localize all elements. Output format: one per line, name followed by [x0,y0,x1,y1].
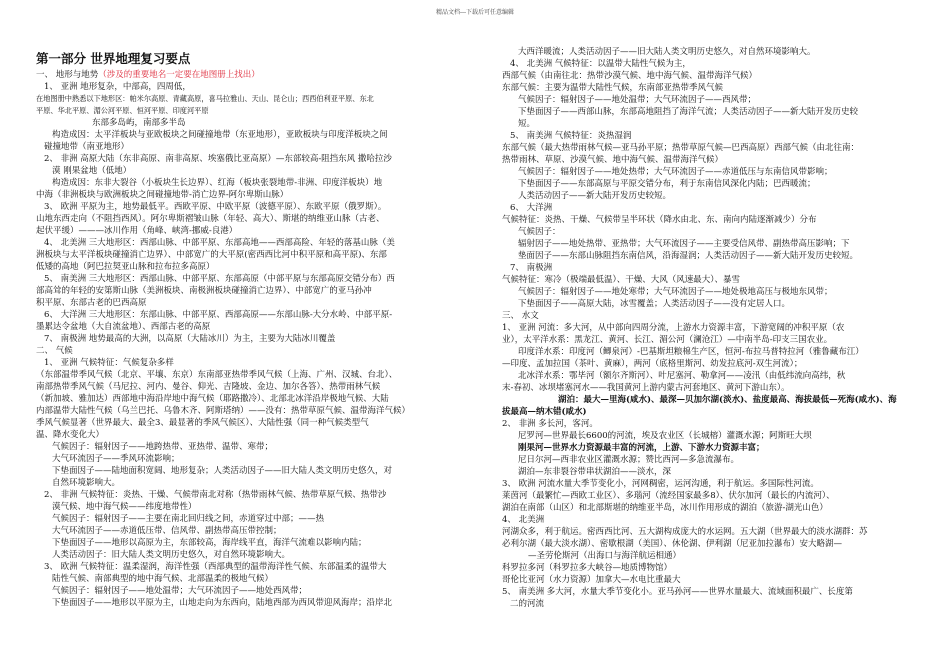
line-text: 洲板块与太平洋板块碰撞消亡边界）、中部宽广的大平原(密西西比河中积平原和高平原)、东部 [36,250,387,260]
line-text: 河湖众多，利于航运。密西西比河、五大湖构成庞大的水运网。五大湖（世界最大的淡水湖群：苏 [502,527,868,537]
left-text-line [36,585,468,597]
left-text-line [36,345,468,357]
line-text: 4、 北美洲 气候特征：以温带大陆性气候为主， [510,59,691,69]
left-text-line [36,501,468,513]
right-text-line [502,442,912,454]
left-text-line [36,81,468,93]
left-text-line [36,513,468,525]
line-text: 3、 欧洲 气候特征：温柔湿润，海洋性强（西部典型的温带海洋性气候、东部温柔的温带大 [44,562,387,572]
line-text: 湖泊在南部（山区）和北部斯堪的纳维亚半岛，冰川作用形成的湖泊（旅游-湖光山色） [502,503,828,513]
line-text: 末-春初、冰坝堵塞河水——我国黄河上游内蒙古河套地区、黄河下游山东）。 [502,383,790,393]
left-text-line [36,51,468,67]
right-text-line [502,226,912,238]
line-text: 东部气候：主要为温带大陆性气候，东南部亚热带季风气候 [502,83,724,93]
right-text-line [502,406,912,418]
left-text-line [36,357,468,369]
line-text: 西部气候（由南往北：热带沙漠气候、地中海气候、温带海洋气候） [502,71,758,81]
right-text-line [502,310,912,322]
right-text-line [502,334,912,346]
line-text: 拔最高—纳木错(咸水) [502,407,587,417]
line-text: 气候因子：辐射因子——地跨热带、亚热带、温带、寒带； [52,442,274,452]
line-text: 莱茵河（最繁忙—西欧工业区）、多瑙河（流经国家最多8）、伏尔加河（最长的内流河）、 [502,491,835,501]
line-text: 漠 刚果盆地（低地） [52,166,132,176]
line-text: 4、 北美洲 [502,515,545,525]
left-text-line [36,297,468,309]
right-text-line [502,418,912,430]
line-text: 5、 南美洲 气候特征：炎热湿润 [510,131,632,141]
line-text: 平原、华北平原、湄公河平原、恒河平原、印度河平原 [36,106,209,115]
line-text: 5、 南美洲 三大地形区：西部山脉、中部平原、东部高原（中部平原与东部高原交错分布）西 [44,274,395,284]
right-text-line [502,178,912,190]
right-text-line [502,298,912,310]
left-text-line [36,129,468,141]
line-text: 1、 亚洲 地形复杂，中部高，四周低， [44,82,191,92]
right-text-line [502,466,912,478]
right-text-line [502,82,912,94]
line-text: 必利尔湖（最大淡水湖）、密歇根湖（美国）、休伦湖、伊利湖（尼亚加拉瀑布）安大略湖— [502,539,843,549]
right-text-line [502,322,912,334]
left-text-line [36,237,468,249]
line-text: 气候因子：辐射因子——主要在南北回归线之间，赤道穿过中部；——热 [52,514,325,524]
left-text-line [36,477,468,489]
line-text: （新加坡、雅加达）西部地中海沿岸地中海气候（耶路撒冷）、北部北冰洋沿岸极地气候、大陆 [36,394,389,404]
line-text: 低矮的高地（阿巴拉契亚山脉和拉布拉多高原） [36,262,215,272]
left-text-line [36,465,468,477]
left-text-line [36,321,468,333]
line-text: 下垫面因子——陆地面积宽阔、地形复杂；人类活动因子——旧大陆人类文明历史悠久，对 [52,466,393,476]
right-text-line [502,130,912,142]
left-text-line [36,549,468,561]
line-text: 一、 地形与地势 [36,70,99,80]
line-text: 5、 南美洲 多大河，水量大季节变化小。亚马孙河——世界水量最大、流域面积最广、长度第 [502,587,853,597]
line-text: 二、 气候 [36,346,73,356]
right-text-line [502,274,912,286]
line-text: 短。 [518,119,536,129]
line-text: 构造成因：太平洋板块与亚欧板块之间碰撞地带（东亚地形），亚欧板块与印度洋板块之间 [52,130,388,140]
line-text: 尼罗河—世界最长6600的河流，埃及农业区（长城榕）灌溉水源；阿斯旺大坝 [518,431,812,441]
line-text: 下垫面因子——地形以高原为主，东部较高，海岸线平直，海洋气流难以影响内陆； [52,538,367,548]
line-text: 气候特征：寒冷（极端最低温）、干燥、大风（风速最大）、暴雪 [502,275,741,285]
line-text: 二的河流 [510,599,545,609]
line-text: 南部热带季风气候（马尼拉、河内、曼谷、仰光、吉隆坡、金边、加尔各答）、热带雨林气候 [36,382,381,392]
right-text-line [502,214,912,226]
line-text: 起伏平缓）———冰川作用（角峰、峡湾-挪威-良港） [36,226,238,236]
line-text: 大气环流因子——季风环流影响； [52,454,180,464]
left-text-line [36,93,468,105]
left-text-line [36,369,468,381]
line-text: 2、 非洲 多长河，客河。 [502,419,598,429]
line-text: 尼日尔河—西非农业区灌溉水源；赞比西河—多急流瀑布。 [518,455,740,465]
line-text: 气候因子：辐射因子——地处温带；大气环流因子——西风带； [518,95,757,105]
line-text: 北冰洋水系：鄂毕河（额尔齐斯河）、叶尼塞河、勒拿河——凌汛（由低纬流向高纬，秋 [518,371,846,381]
right-text-line [502,502,912,514]
line-text: 辐射因子——地处热带、亚热带；大气环流因子——主要受信风带、副热带高压影响；下 [518,239,850,249]
left-text-line [36,69,468,81]
right-text-line [502,562,912,574]
right-text-line [502,250,912,262]
line-text: 3、 欧洲 平原为主，地势最低平。西欧平原、中欧平原（波德平原）、东欧平原（俄罗斯）。 [44,202,387,212]
right-text-line [502,478,912,490]
left-text-line [36,189,468,201]
line-text: 东部多岛屿，南部多半岛 [92,118,186,128]
left-text-line [36,225,468,237]
left-text-line [36,561,468,573]
right-text-line [502,94,912,106]
line-text: 部高耸的年轻的安第斯山脉（美洲板块、南极洲板块碰撞消亡边界）、中部宽广的亚马孙冲 [36,286,372,296]
line-text: 墨累达令盆地（大自流盆地）、西部古老的高原 [36,322,211,332]
left-text-line [36,309,468,321]
line-text: 陆性气候、南部典型的地中海气候、北部温柔的极地气候） [52,574,274,584]
right-text-line [502,598,912,610]
left-text-line [36,201,468,213]
left-text-line [36,453,468,465]
line-text: 人类活动因子——新大陆开发历史较短。 [518,191,672,201]
line-text: 科罗拉多河（科罗拉多大峡谷—地质博物馆） [502,563,673,573]
line-text: 3、 欧洲 河流水量大季节变化小，河网稠密，运河沟通，利于航运。多国际性河流。 [502,479,819,489]
line-text: 2、 非洲 高原大陆（东非高原、南非高原、埃塞俄比亚高原）—东部较高-阻挡东风 撒哈拉沙 [44,154,392,164]
line-text: 构造成因：东非大裂谷（小板块生长边界）、红海（板块张裂地带-非洲、印度洋板块）地 [52,178,383,188]
line-text: 温、降水变化大） [36,430,105,440]
left-text-line [36,153,468,165]
line-text: 东部气候（最大热带雨林气候—亚马孙平原；热带草原气候—巴西高原）西部气候（由北往南： [502,143,860,153]
line-text: 下垫面因子——西部山脉，东部高地阻挡了海洋气流；人类活动因子——新大陆开发历史较 [518,107,859,117]
left-text-line [36,333,468,345]
line-text: 气候特征：炎热、干燥、气候带呈半环状（降水由北、东、南向内陆逐渐减少）分布 [502,215,817,225]
line-text: 2、 非洲 气候特征：炎热、干燥、气候带南北对称（热带雨林气候、热带草原气候、热带沙 [44,490,387,500]
line-text: 下垫面因子——地形以平原为主，山地走向为东西向，陆地西部为西风带迎风海岸；沿岸北 [52,598,393,608]
line-text: 业），太平洋水系：黑龙江、黄河、长江、湄公河（澜沧江）—中南半岛-印支三国农业。 [502,335,833,345]
right-text-line [502,106,912,118]
right-text-line [502,262,912,274]
left-text-line [36,441,468,453]
line-text: 三、 水文 [502,311,539,321]
line-text: 内部温带大陆性气候（乌兰巴托、乌鲁木齐、阿斯塔纳）——没有：热带草原气候、温带海洋气候） [36,406,411,416]
right-text-line [502,202,912,214]
right-text-line [502,454,912,466]
right-text-line [502,358,912,370]
left-text-line [36,249,468,261]
line-text: 哥伦比亚河（水力资源）加拿大—水电比重最大 [502,575,681,585]
left-column [36,51,468,609]
right-text-line [502,586,912,598]
line-text: 大西洋暖流；人类活动因子——旧大陆人类文明历史悠久，对自然环境影响大。 [518,47,816,57]
line-text: 湖泊—东非裂谷带串状湖泊——淡水，深 [518,467,672,477]
right-text-line [502,142,912,154]
left-text-line [36,105,468,117]
left-text-line [36,537,468,549]
right-text-line [502,58,912,70]
line-text: 1、 亚洲 气候特征：气候复杂多样 [44,358,174,368]
line-text: 人类活动因子：旧大陆人类文明历史悠久，对自然环境影响大。 [52,550,291,560]
line-text: 漠气候、地中海气候——纬度地带性） [52,502,197,512]
left-text-line [36,525,468,537]
left-text-line [36,405,468,417]
left-text-line [36,165,468,177]
left-text-line [36,117,468,129]
right-text-line [502,370,912,382]
line-text: 季风气候显著（世界最大、最全3、最显著的季风气候区）、大陆性强（同一种气候类型气 [36,418,369,428]
line-text: 气候因子： [518,227,561,237]
line-text: —印度、孟加拉国（茶叶、黄麻），两河（底格里斯河、幼发拉底河-双生河流）； [502,359,803,369]
right-text-line [502,574,912,586]
right-text-line [502,70,912,82]
left-text-line [36,429,468,441]
left-text-line [36,177,468,189]
line-text: 气候因子：辐射因子——地处寒带；大气环流因子——地处极地高压与极地东风带； [518,287,833,297]
right-text-line [502,346,912,358]
right-column [502,46,912,610]
line-text: 在地图册中熟悉以下地形区：帕米尔高原、青藏高原，喜马拉雅山、天山、昆仑山；西西伯利亚平原、东北 [36,94,374,103]
line-text: 下垫面因子——高原大陆，冰雪覆盖；人类活动因子——没有定居人口。 [518,299,791,309]
line-text: 气候因子：辐射因子——地处热带；大气环流因子——赤道低压与东南信风带影响； [518,167,833,177]
right-text-line [502,154,912,166]
right-text-line [502,382,912,394]
left-text-line [36,393,468,405]
line-text: 1、 亚洲 河流：多大河，从中部向四周分流，上游水力资源丰富，下游宽阔的冲积平原（农 [502,323,845,333]
line-text: 7、 南极洲 [510,263,553,273]
line-text: 6、 大洋洲 三大地形区：东部山脉、中部平原、西部高原——东部山脉-大分水岭、中部平原- [44,310,393,320]
right-text-line [502,46,912,58]
left-text-line [36,417,468,429]
line-text: 7、 南极洲 地势最高的大洲，以高原（大陆冰川）为主，主要为大陆冰川覆盖 [44,334,336,344]
page-header: 精品文档---下载后可任意编辑 [435,9,515,16]
right-text-line [502,526,912,538]
right-text-line [502,490,912,502]
right-text-line [502,538,912,550]
right-text-line [502,118,912,130]
right-text-line [502,394,912,406]
line-text: 自然环境影响大。 [52,478,121,488]
left-text-line [36,597,468,609]
right-text-line [502,430,912,442]
line-text: 中海（非洲板块与欧洲板块之间碰撞地带-消亡边界-阿尔卑斯山脉） [36,190,289,200]
left-text-line [36,285,468,297]
line-text: （东部温带季风气候（北京、平壤、东京）东南部亚热带季风气候（上海、广州、汉城、台北）、 [36,370,398,380]
red-note: （涉及的重要地名一定要在地图册上找出） [98,70,260,80]
right-text-line [502,286,912,298]
left-text-line [36,489,468,501]
left-text-line [36,141,468,153]
right-text-line [502,238,912,250]
line-text: 湖泊：最大—里海(咸水)、最深—贝加尔湖(淡水)、盐度最高、海拔最低—死海(咸水)、海 [558,395,897,405]
right-text-line [502,550,912,562]
left-text-line [36,273,468,285]
left-text-line [36,381,468,393]
line-text: 垫面因子——东部山脉阻挡东南信风，沿海湿润；人类活动因子——新大陆开发历史较短。 [518,251,859,261]
line-text: 刚果河—世界水力资源最丰富的河流，上游、下游水力资源丰富； [518,443,765,453]
line-text: 山地东西走向（不阻挡西风）。阿尔卑斯褶皱山脉（年轻、高大）、斯堪的纳维亚山脉（古老、 [36,214,385,224]
line-text: 热带雨林、草原、沙漠气候、地中海气候、温带海洋气候） [502,155,724,165]
right-text-line [502,190,912,202]
right-text-line [502,514,912,526]
right-text-line [502,166,912,178]
left-text-line [36,213,468,225]
line-text: 6、 大洋洲 [510,203,553,213]
line-text: 印度洋水系：印度河（鲫泉河）-巴基斯坦粮棉生产区，恒河-布拉马普特拉河（雅鲁藏布江） [518,347,864,357]
line-text: 气候因子：辐射因子——地处温带；大气环流因子——地处西风带； [52,586,308,596]
line-text: 4、 北美洲 三大地形区：西部山脉、中部平原、东部高地——西部高险、年轻的落基山脉（美 [44,238,395,248]
line-text: 第一部分 世界地理复习要点 [36,51,191,66]
line-text: 下垫面因子——东部高原与平原交错分布，利于东南信风深化内陆；巴西暖流； [518,179,816,189]
left-text-line [36,573,468,585]
left-text-line [36,261,468,273]
line-text: 碰撞地带（南亚地形） [44,142,130,152]
line-text: 积平原、东部古老的巴西高原 [36,298,147,308]
line-text: —圣劳伦斯河（出海口与海洋航运相通） [528,551,682,561]
line-text: 大气环流因子——赤道低压带、信风带、副热带高压带控制； [52,526,282,536]
